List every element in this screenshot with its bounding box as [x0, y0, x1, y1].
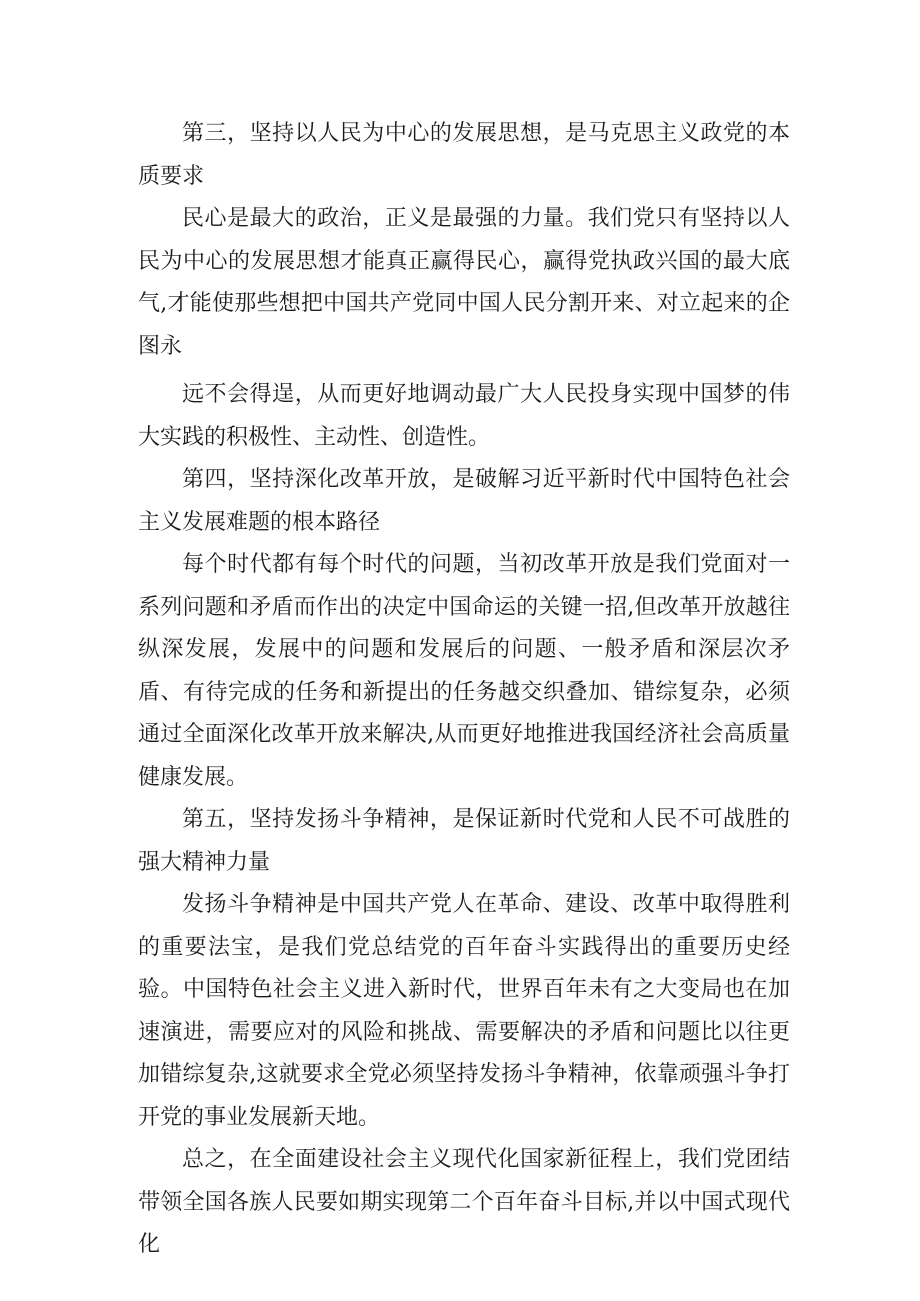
body-paragraph: 每个时代都有每个时代的问题，当初改革开放是我们党面对一系列问题和矛盾而作出的决定中国命运的关键一招,但改革开放越往纵深发展，发展中的问题和发展后的问题、一般矛盾和深层次矛盾、有待完成的任务和新提出的任务越交织叠加、错综复杂，必须通过全面深化改革开放来解决,从而更好地推进我国经济社会高质量健康发展。	[138, 552, 790, 790]
body-paragraph: 民心是最大的政治，正义是最强的力量。我们党只有坚持以人民为中心的发展思想才能真正赢得民心，赢得党执政兴国的最大底气,才能使那些想把中国共产党同中国人民分割开来、对立起来的企图永	[138, 206, 790, 359]
body-paragraph: 发扬斗争精神是中国共产党人在革命、建设、改革中取得胜利的重要法宝，是我们党总结党的百年奋斗实践得出的重要历史经验。中国特色社会主义进入新时代，世界百年未有之大变局也在加速演进，需要应对的风险和挑战、需要解决的矛盾和问题比以往更加错综复杂,这就要求全党必须坚持发扬斗争精神，依靠顽强斗争打开党的事业发展新天地。	[138, 892, 790, 1130]
section-heading-fourth: 第四，坚持深化改革开放，是破解习近平新时代中国特色社会主义发展难题的根本路径	[138, 467, 790, 535]
document-body	[138, 113, 790, 1267]
section-heading-fifth: 第五，坚持发扬斗争精神，是保证新时代党和人民不可战胜的强大精神力量	[138, 807, 790, 875]
body-paragraph-conclusion: 总之，在全面建设社会主义现代化国家新征程上，我们党团结带领全国各族人民要如期实现第二个百年奋斗目标,并以中国式现代化	[138, 1147, 790, 1257]
section-heading-third: 第三，坚持以人民为中心的发展思想，是马克思主义政党的本质要求	[138, 121, 790, 189]
body-paragraph: 远不会得逞，从而更好地调动最广大人民投身实现中国梦的伟大实践的积极性、主动性、创造性。	[138, 382, 790, 450]
